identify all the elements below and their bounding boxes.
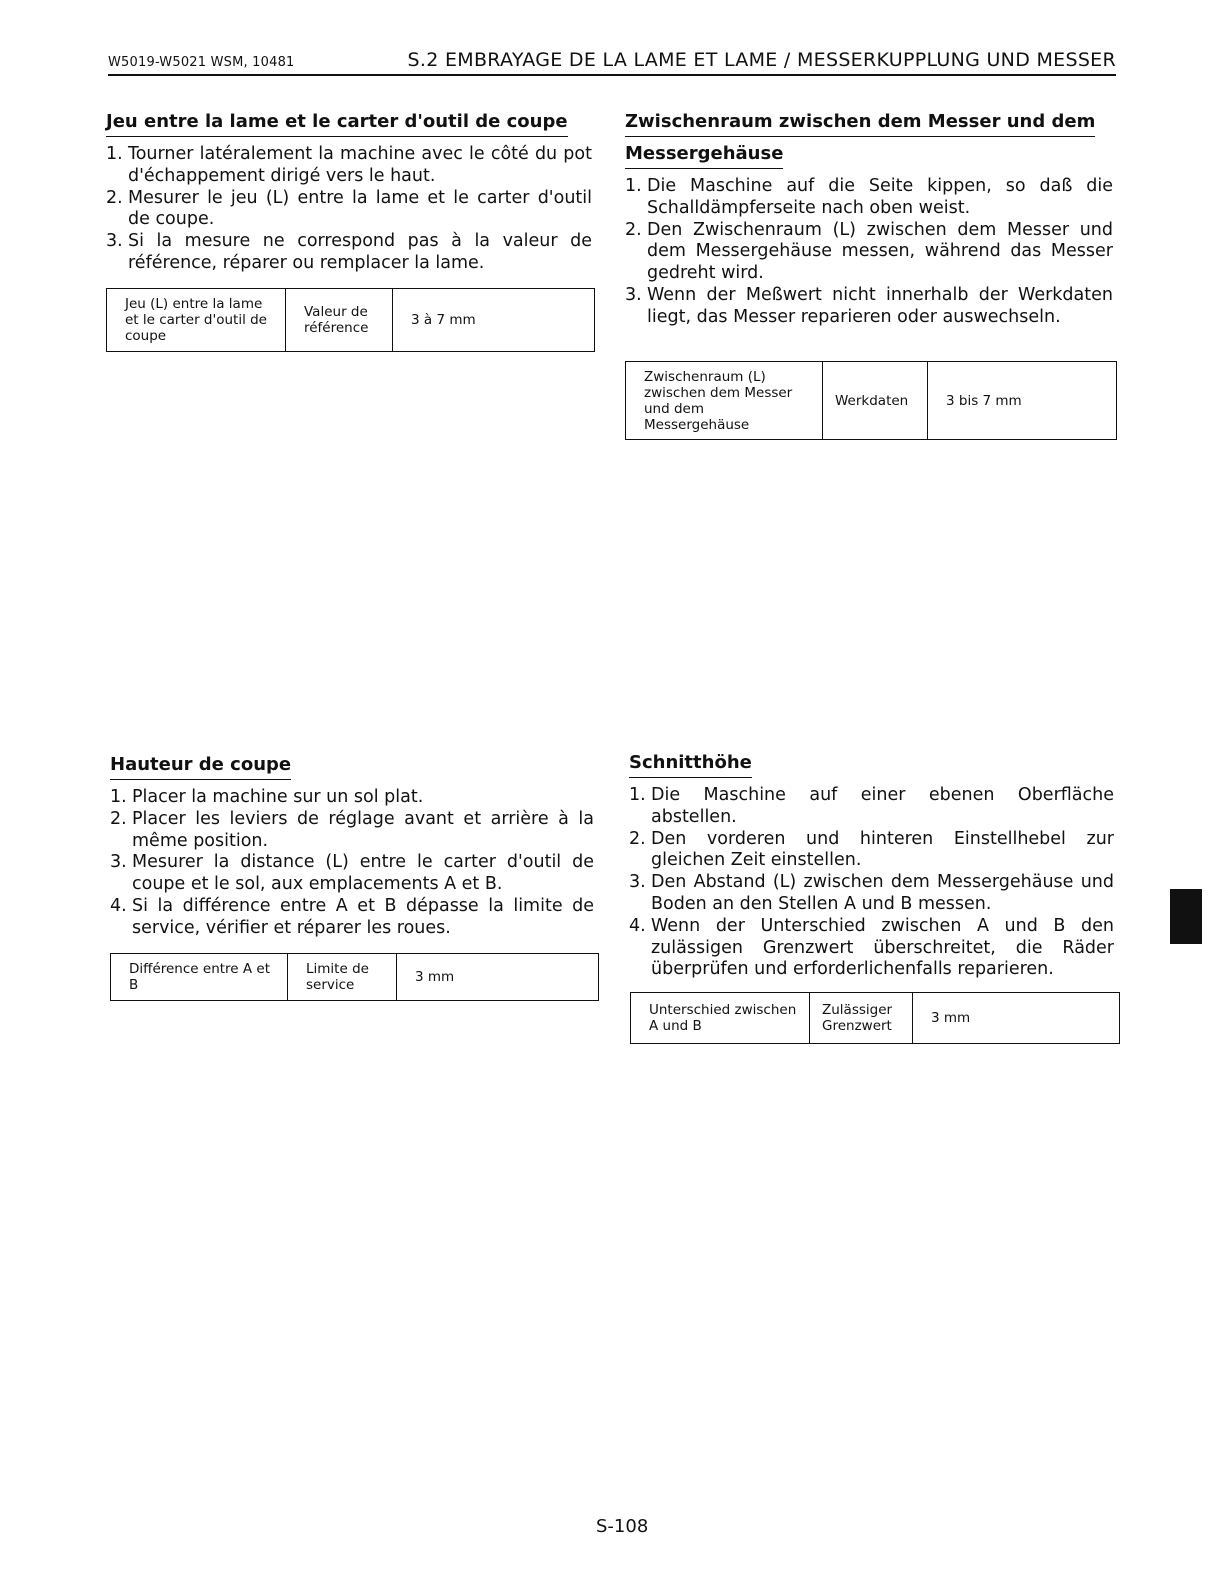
de-gap-heading-line1: Zwischenraum zwischen dem Messer und dem: [625, 109, 1095, 137]
list-item: 4. Wenn der Unterschied zwischen A und B den zulässigen Grenzwert überschreitet, die Räder überprüfen und erforderlichenfalls reparieren.: [629, 915, 1114, 980]
spec-value: 3 bis 7 mm: [928, 362, 1117, 440]
page-header: [108, 46, 1116, 76]
list-item: 2. Placer les leviers de réglage avant et arrière à la même position.: [110, 808, 594, 851]
list-item: 2. Den vorderen und hinteren Einstellhebel zur gleichen Zeit einstellen.: [629, 828, 1114, 871]
de-height-steps: [629, 785, 1114, 981]
table-row: [107, 289, 595, 352]
spec-item: Unterschied zwischen A und B: [631, 993, 810, 1044]
de-height-heading: Schnitthöhe: [629, 750, 752, 778]
fr-gap-heading: Jeu entre la lame et le carter d'outil de coupe: [106, 109, 568, 137]
list-item: 1. Placer la machine sur un sol plat.: [110, 787, 424, 807]
list-item: 3. Si la mesure ne correspond pas à la valeur de référence, réparer ou remplacer la lame.: [106, 231, 592, 273]
section-title: S.2 EMBRAYAGE DE LA LAME ET LAME / MESSERKUPPLUNG UND MESSER: [407, 49, 1116, 71]
spec-item: Différence entre A et B: [111, 954, 288, 1001]
fr-gap-steps: [106, 144, 592, 275]
section-thumb-tab: [1170, 889, 1202, 944]
table-row: [626, 362, 1117, 440]
fr-height-section: [110, 749, 594, 940]
fr-height-steps: [110, 787, 594, 940]
list-item: 1. Tourner latéralement la machine avec le côté du pot d'échappement dirigé vers le haut.: [106, 144, 592, 186]
de-gap-section: [625, 106, 1113, 329]
de-gap-steps: [625, 176, 1113, 329]
spec-value: 3 à 7 mm: [393, 289, 595, 352]
list-item: 2. Den Zwischenraum (L) zwischen dem Messer und dem Messergehäuse messen, während das Messer gedreht wird.: [625, 219, 1113, 284]
list-item: 3. Den Abstand (L) zwischen dem Messergehäuse und Boden an den Stellen A und B messen.: [629, 872, 1114, 914]
list-item: 4. Si la différence entre A et B dépasse la limite de service, vérifier et réparer les roues.: [110, 895, 594, 938]
de-gap-heading-line2: Messergehäuse: [625, 141, 783, 169]
table-row: [631, 993, 1120, 1044]
fr-gap-spec-table: [106, 288, 595, 352]
de-height-spec-table: [630, 992, 1120, 1044]
spec-kind: Zulässiger Grenzwert: [810, 993, 913, 1044]
fr-height-heading: Hauteur de coupe: [110, 752, 291, 780]
spec-kind: Werkdaten: [823, 362, 928, 440]
spec-item: Jeu (L) entre la lame et le carter d'outil de coupe: [107, 289, 286, 352]
spec-kind: Limite de service: [288, 954, 397, 1001]
de-gap-spec-table: [625, 361, 1117, 440]
list-item: 3. Mesurer la distance (L) entre le carter d'outil de coupe et le sol, aux emplacements A et B.: [110, 852, 594, 895]
spec-value: 3 mm: [397, 954, 599, 1001]
list-item: 1. Die Maschine auf einer ebenen Oberfläche abstellen.: [629, 785, 1114, 827]
page-number: S-108: [596, 1516, 649, 1537]
document-code: W5019-W5021 WSM, 10481: [108, 55, 295, 70]
fr-gap-section: [106, 106, 592, 275]
spec-item: Zwischenraum (L) zwischen dem Messer und dem Messergehäuse: [626, 362, 823, 440]
list-item: 3. Wenn der Meßwert nicht innerhalb der Werkdaten liegt, das Messer reparieren oder auswechseln.: [625, 284, 1113, 327]
list-item: 2. Mesurer le jeu (L) entre la lame et le carter d'outil de coupe.: [106, 187, 592, 230]
fr-height-spec-table: [110, 953, 599, 1001]
list-item: 1. Die Maschine auf die Seite kippen, so daß die Schalldämpferseite nach oben weist.: [625, 176, 1113, 218]
spec-kind: Valeur de référence: [286, 289, 393, 352]
de-height-section: [629, 747, 1114, 981]
spec-value: 3 mm: [913, 993, 1120, 1044]
table-row: [111, 954, 599, 1001]
